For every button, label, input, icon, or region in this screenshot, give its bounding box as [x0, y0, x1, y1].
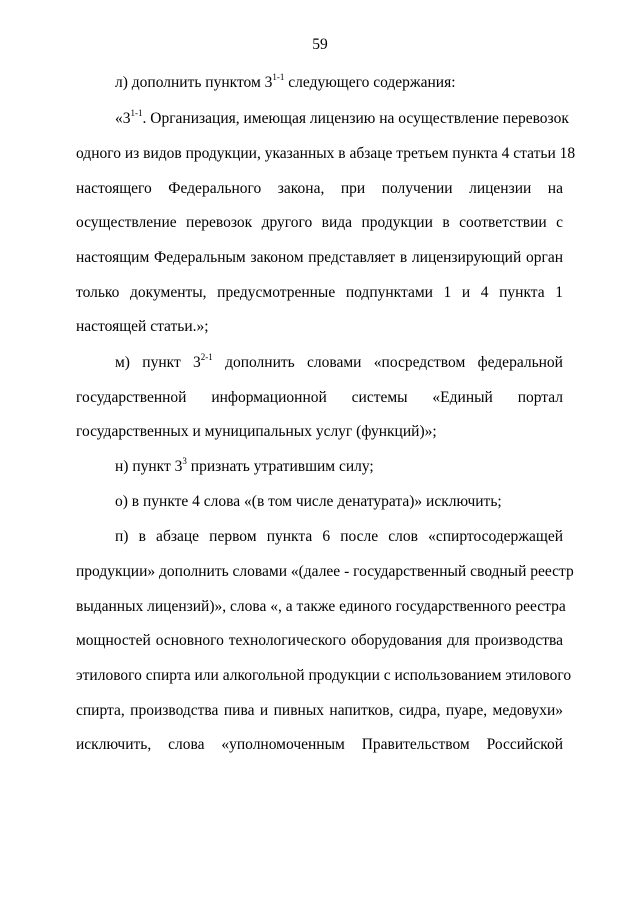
- text-fragment: «3: [115, 110, 131, 127]
- quote-line-1: [115, 107, 569, 129]
- paragraph-m-line-1: [115, 353, 563, 373]
- paragraph-m-line-3: государственных и муниципальных услуг (функций)»;: [76, 423, 437, 440]
- paragraph-l-line-1: [115, 73, 563, 93]
- quote-line-3: настоящего Федерального закона, при получении лицензии на: [76, 180, 563, 197]
- quote-line-7: настоящей статьи.»;: [76, 318, 209, 335]
- paragraph-p-line-1: п) в абзаце первом пункта 6 после слов «спиртосодержащей: [115, 528, 563, 545]
- text-fragment: следующего содержания:: [284, 74, 456, 91]
- text-fragment: . Организация, имеющая лицензию на осуществление перевозок: [142, 110, 569, 127]
- paragraph-o-line-1: о) в пункте 4 слова «(в том числе денатурата)» исключить;: [115, 493, 502, 510]
- paragraph-p-line-4: мощностей основного технологического оборудования для производства: [76, 632, 563, 649]
- superscript: 3: [182, 455, 187, 466]
- quote-line-2: одного из видов продукции, указанных в абзаце третьем пункта 4 статьи 18: [76, 145, 576, 162]
- paragraph-p-line-2: продукции» дополнить словами «(далее - государственный сводный реестр: [76, 563, 574, 580]
- superscript: 1-1: [272, 71, 285, 82]
- text-fragment: м) пункт 3: [115, 354, 201, 371]
- superscript: 1-1: [130, 107, 143, 118]
- paragraph-p-line-6: спирта, производства пива и пивных напитков, сидра, пуаре, медовухи»: [76, 702, 563, 719]
- quote-line-5: настоящим Федеральным законом представляет в лицензирующий орган: [76, 249, 563, 266]
- text-fragment: дополнить словами «посредством федеральной: [212, 354, 563, 371]
- text-fragment: л) дополнить пунктом 3: [115, 74, 273, 91]
- text-fragment: н) пункт 3: [115, 458, 183, 475]
- paragraph-p-line-3: выданных лицензий)», слова «, а также единого государственного реестра: [76, 598, 566, 615]
- paragraph-m-line-2: государственной информационной системы «Единый портал: [76, 389, 563, 406]
- text-fragment: признать утратившим силу;: [186, 458, 374, 475]
- paragraph-p-line-5: этилового спирта или алкогольной продукции с использованием этилового: [76, 667, 572, 684]
- paragraph-n-line-1: [115, 457, 563, 477]
- quote-line-6: только документы, предусмотренные подпунктами 1 и 4 пункта 1: [76, 284, 563, 301]
- page-number: 59: [312, 36, 328, 53]
- quote-line-4: осуществление перевозок другого вида продукции в соответствии с: [76, 214, 563, 231]
- superscript: 2-1: [200, 351, 213, 362]
- paragraph-p-line-7: исключить, слова «уполномоченным Правительством Российской: [76, 736, 563, 753]
